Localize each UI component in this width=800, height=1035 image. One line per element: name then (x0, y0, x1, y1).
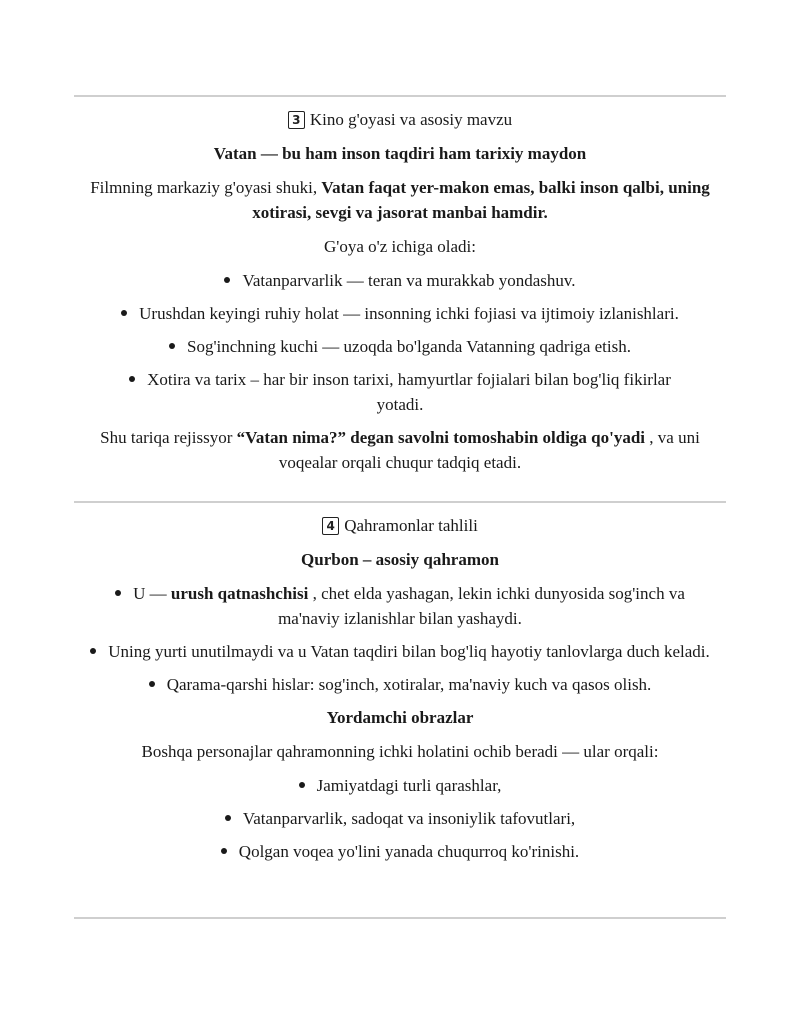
bullet-icon (299, 782, 305, 788)
section-4-bullets (74, 581, 726, 697)
list-item: Urushdan keyingi ruhiy holat — insonning ichki fojiasi va ijtimoiy izlanishlari. (74, 301, 726, 326)
list-item: Uning yurti unutilmaydi va u Vatan taqdiri bilan bog'liq hayotiy tanlovlarga duch keladi. (74, 639, 726, 664)
keycap-3-icon: 3 (288, 111, 305, 129)
list-item: U — urush qatnashchisi , chet elda yashagan, lekin ichki dunyosida sog'inch va ma'naviy izlanishlar bilan yashaydi. (74, 581, 726, 631)
bullet-icon (221, 848, 227, 854)
section-3-title: Kino g'oyasi va asosiy mavzu (309, 110, 513, 129)
bullet-icon (225, 815, 231, 821)
section-4-title: Qahramonlar tahlili (344, 516, 478, 535)
section-4-heading (74, 513, 726, 538)
closing-bold-text: “Vatan nima?” degan savolni tomoshabin oldiga qo'yadi (236, 428, 646, 447)
section-3-subheading: Vatan — bu ham inson taqdiri ham tarixiy maydon (213, 144, 587, 163)
bullet-icon (115, 590, 121, 596)
list-item: Qolgan voqea yo'lini yanada chuqurroq ko'rinishi. (74, 839, 726, 864)
list-item: Vatanparvarlik, sadoqat va insoniylik tafovutlari, (74, 806, 726, 831)
section-3-includes: G'oya o'z ichiga oladi: (324, 237, 476, 256)
section-3-intro (74, 175, 726, 225)
bullet-icon (169, 343, 175, 349)
intro-text: Filmning markaziy g'oyasi shuki, (90, 178, 322, 197)
closing-text-2: , va uni voqealar orqali chuqur tadqiq etadi. (278, 428, 700, 472)
list-item: Qarama-qarshi hislar: sog'inch, xotiralar, ma'naviy kuch va qasos olish. (74, 672, 726, 697)
section-3 (74, 107, 726, 475)
bullet-icon (149, 681, 155, 687)
keycap-4-icon: 4 (322, 517, 339, 535)
divider-top (74, 95, 726, 97)
bullet-icon (129, 376, 135, 382)
section-4 (74, 513, 726, 864)
list-item: Sog'inchning kuchi — uzoqda bo'lganda Vatanning qadriga etish. (74, 334, 726, 359)
bullet-icon (90, 648, 96, 654)
divider-bottom (74, 917, 726, 919)
section-4-subheading-2: Yordamchi obrazlar (326, 708, 474, 727)
section-3-bullets (74, 268, 726, 417)
list-item: Vatanparvarlik — teran va murakkab yondashuv. (74, 268, 726, 293)
list-item: Jamiyatdagi turli qarashlar, (74, 773, 726, 798)
section-4-subheading: Qurbon – asosiy qahramon (301, 550, 499, 569)
divider-middle (74, 501, 726, 503)
bullet-icon (121, 310, 127, 316)
bullet-icon (224, 277, 230, 283)
intro-bold-text: Vatan faqat yer-makon emas, balki inson qalbi, uning xotirasi, sevgi va jasorat manbai hamdir. (252, 178, 710, 222)
list-item: Xotira va tarix – har bir inson tarixi, hamyurtlar fojialari bilan bog'liq fikirlar yotadi. (74, 367, 726, 417)
section-3-heading (74, 107, 726, 132)
section-3-closing (74, 425, 726, 475)
section-4-intro: Boshqa personajlar qahramonning ichki holatini ochib beradi — ular orqali: (141, 742, 659, 761)
closing-text: Shu tariqa rejissyor (100, 428, 237, 447)
section-4-bullets-2 (74, 773, 726, 864)
